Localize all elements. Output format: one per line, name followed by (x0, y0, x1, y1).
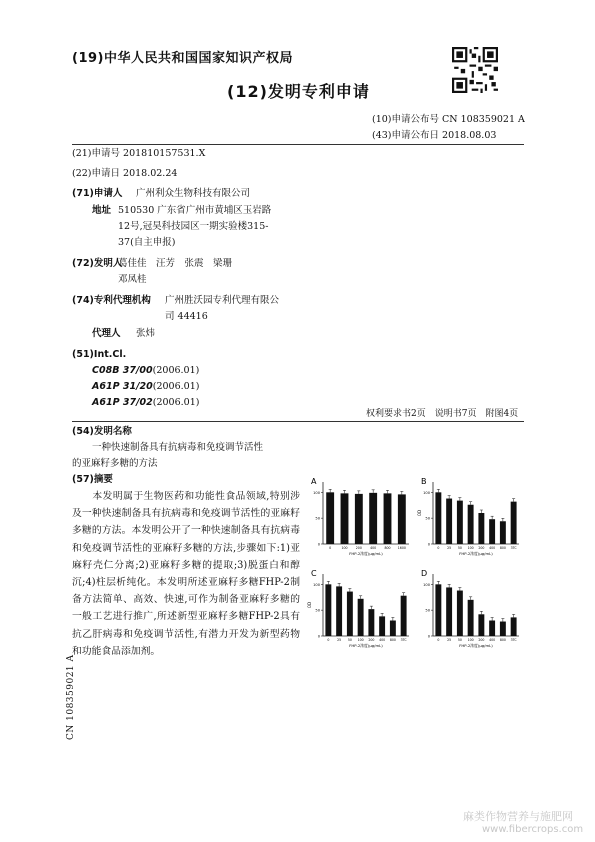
panel-label: D (421, 569, 428, 578)
invention-title-label: (54)发明名称 (72, 426, 132, 437)
y-tick-label: 0 (317, 634, 320, 639)
intcl-label: (51)Int.Cl. (72, 349, 127, 360)
x-tick-label: 800 (499, 546, 506, 550)
inventors-line: 葛佳佳 汪芳 张震 梁珊 (118, 258, 233, 269)
y-tick-label: 0 (427, 542, 430, 547)
inventors-line: 邓凤桂 (118, 274, 147, 285)
application-date: (22)申请日 2018.02.24 (72, 168, 178, 179)
x-tick-label: 200 (368, 638, 375, 642)
x-axis-label: FHP-2浓度(μg/mL) (349, 643, 383, 648)
x-tick-label: 25 (447, 638, 452, 642)
bar (435, 492, 441, 544)
ipc-entry (92, 395, 199, 410)
agency-line: 广州胜沃园专利代理有限公 (165, 295, 280, 306)
bar (457, 501, 463, 544)
y-tick-label: 0 (427, 634, 430, 639)
x-tick-label: 100 (467, 638, 474, 642)
application-number: (21)申请号 201810157531.X (72, 148, 206, 159)
x-axis-label: FHP-2浓度(μg/mL) (349, 551, 383, 556)
y-tick-label: 100 (313, 490, 320, 495)
ipc-entry (92, 379, 199, 394)
patent-office-name: (19)中华人民共和国国家知识产权局 (72, 51, 293, 66)
abstract-figure (305, 470, 530, 670)
bar (446, 587, 452, 636)
ipc-version: (2006.01) (152, 365, 200, 376)
bar (358, 599, 364, 636)
ipc-code: A61P 37/02 (92, 397, 153, 408)
y-tick-label: 0 (317, 542, 320, 547)
ipc-entry (92, 363, 199, 378)
agent: 张炜 (136, 328, 156, 339)
bar (511, 617, 517, 636)
x-tick-label: 0 (327, 638, 330, 642)
panel-label: C (311, 569, 317, 578)
x-tick-label: 25 (447, 546, 452, 550)
bar (398, 494, 406, 544)
ipc-version: (2006.01) (152, 397, 200, 408)
x-tick-label: 800 (384, 546, 391, 550)
address-line: 37(自主申报) (118, 237, 176, 248)
address-line: 510530 广东省广州市黄埔区玉岩路 (118, 205, 272, 216)
x-tick-label: 0 (437, 638, 440, 642)
x-tick-label: 800 (499, 638, 506, 642)
inventors-label: (72)发明人 (72, 258, 123, 269)
y-tick-label: 50 (315, 608, 320, 613)
x-tick-label: 50 (457, 638, 462, 642)
bar (325, 584, 331, 636)
bar (500, 521, 506, 544)
page-counts: 权利要求书2页 说明书7页 附图4页 (366, 409, 519, 419)
bar (468, 505, 474, 544)
panel-label: B (421, 477, 427, 486)
x-tick-label: 50 (347, 638, 352, 642)
x-axis-label: FHP-2浓度(μg/mL) (459, 643, 493, 648)
y-axis-label: OD (307, 601, 312, 609)
x-tick-label: 3TC (510, 638, 517, 642)
x-tick-label: 100 (341, 546, 348, 550)
agency-label: (74)专利代理机构 (72, 295, 151, 306)
qr-code (452, 47, 498, 93)
publication-date: (43)申请公布日 2018.08.03 (372, 130, 497, 141)
bar (446, 499, 452, 544)
document-type: (12)发明专利申请 (227, 82, 370, 101)
bar (500, 622, 506, 636)
x-tick-label: 3TC (400, 638, 407, 642)
x-tick-label: 400 (379, 638, 386, 642)
side-publication-number: CN 108359021 A (66, 654, 76, 740)
y-tick-label: 50 (425, 608, 430, 613)
bar (379, 616, 385, 636)
x-tick-label: 0 (437, 546, 440, 550)
applicant: 广州利众生物科技有限公司 (136, 188, 251, 199)
bar (478, 614, 484, 636)
x-axis-label: FHP-2浓度(μg/mL) (459, 551, 493, 556)
bar (355, 494, 363, 544)
watermark-line: www.fibercrops.com (482, 824, 584, 835)
y-axis-label: OD (417, 509, 422, 517)
bar (390, 621, 396, 637)
x-tick-label: 3TC (510, 546, 517, 550)
y-tick-label: 50 (315, 516, 320, 521)
bar (478, 513, 484, 544)
applicant-label: (71)申请人 (72, 188, 123, 199)
bar (401, 596, 407, 636)
x-tick-label: 1600 (397, 546, 406, 550)
address-line: 12号,冠昊科技园区一期实验楼315- (118, 221, 269, 232)
x-tick-label: 200 (355, 546, 362, 550)
x-tick-label: 25 (337, 638, 342, 642)
agency-line: 司 44416 (165, 311, 208, 322)
publication-number: (10)申请公布号 CN 108359021 A (372, 114, 525, 125)
abstract-text (72, 488, 300, 660)
abstract-label: (57)摘要 (72, 474, 113, 485)
abstract-body: 本发明属于生物医药和功能性食品领域,特别涉及一种快速制备具有抗病毒和免疫调节活性的亚麻籽多糖的方法。本发明公开了一种快速制备具有抗病毒和免疫调节活性的亚麻籽多糖的方法,步骤如下:1)亚麻籽壳仁分离;2)亚麻籽多糖的提取;3)脱蛋白和醇沉;4)柱层析纯化。本发明所述亚麻籽多糖FHP-2制备方法简单、高效、快速,可作为制备亚麻籽多糖的一般工艺进行推广,所述新型亚麻籽多糖FHP-2具有抗乙肝病毒和免疫调节活性,有潜力开发为新型药物和功能食品添加剂。 (72, 491, 300, 657)
ipc-code: A61P 31/20 (92, 381, 153, 392)
agent-label: 代理人 (92, 328, 121, 339)
y-tick-label: 100 (423, 490, 430, 495)
bar (435, 584, 441, 636)
x-tick-label: 400 (489, 638, 496, 642)
x-tick-label: 50 (457, 546, 462, 550)
bar (369, 493, 377, 544)
x-tick-label: 800 (389, 638, 396, 642)
bar (336, 586, 342, 636)
bar (457, 591, 463, 636)
bar (384, 493, 392, 544)
bar (326, 492, 334, 544)
header-divider (72, 144, 524, 145)
y-tick-label: 100 (313, 582, 320, 587)
bar (489, 519, 495, 544)
ipc-code: C08B 37/00 (92, 365, 153, 376)
invention-title-line: 一种快速制备具有抗病毒和免疫调节活性 (92, 442, 264, 453)
bar (347, 592, 353, 636)
address-label: 地址 (92, 205, 112, 216)
panel-label: A (311, 477, 317, 486)
y-tick-label: 100 (423, 582, 430, 587)
watermark-line: 麻类作物营养与施肥网 (463, 810, 573, 823)
x-tick-label: 100 (357, 638, 364, 642)
bar (511, 502, 517, 544)
biblio-divider (72, 421, 524, 422)
bar (341, 493, 349, 544)
bar (489, 621, 495, 637)
x-tick-label: 100 (467, 546, 474, 550)
bar (468, 600, 474, 636)
y-tick-label: 50 (425, 516, 430, 521)
bar (368, 609, 374, 636)
x-tick-label: 200 (478, 638, 485, 642)
ipc-version: (2006.01) (152, 381, 200, 392)
x-tick-label: 400 (489, 546, 496, 550)
x-tick-label: 0 (329, 546, 332, 550)
invention-title-line: 的亚麻籽多糖的方法 (72, 458, 158, 469)
x-tick-label: 400 (370, 546, 377, 550)
x-tick-label: 200 (478, 546, 485, 550)
